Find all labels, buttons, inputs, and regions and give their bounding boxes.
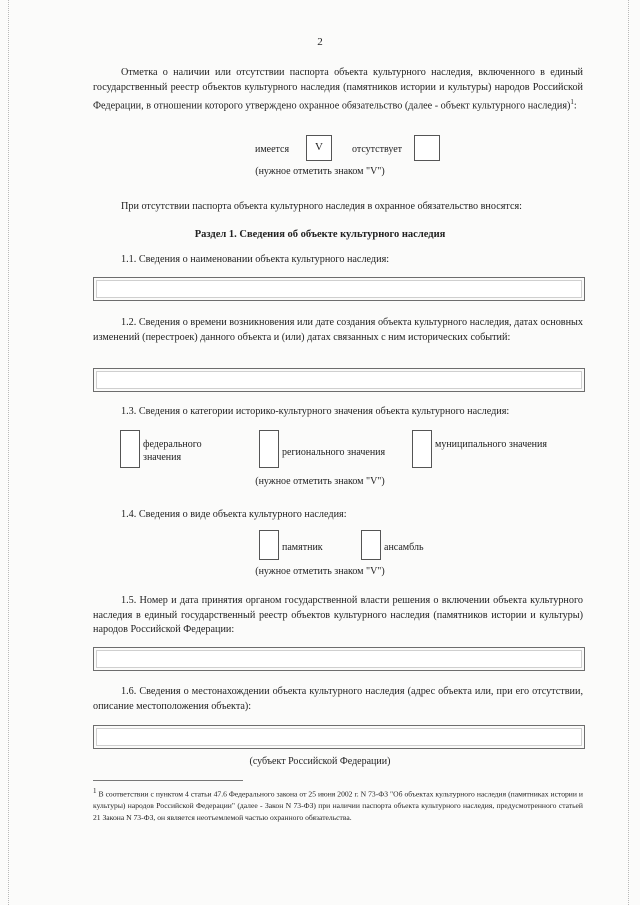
footnote-text: В соответствии с пунктом 4 статьи 47.6 Федерального закона от 25 июня 2002 г. N 73-ФЗ "Об объектах культурного наследия (памятниках истории и культуры) народов Российской Федерации" (далее - Закон N 73-ФЗ) при наличии паспорта объекта культурного наследия, предусмотренного статьей 21 Закона N 73-ФЗ, он является неотъемлемой частью охранного обязательства. [93, 789, 583, 822]
passport-absent-label: отсутствует [352, 144, 403, 155]
type-ensemble-label: ансамбль [384, 542, 424, 553]
location-field[interactable] [93, 725, 585, 749]
absence-note: При отсутствии паспорта объекта культурного наследия в охранное обязательство вносятся: [121, 201, 523, 212]
intro-colon: : [573, 100, 577, 112]
passport-hint: (нужное отметить знаком "V") [255, 166, 385, 177]
category-municipal-label: муниципального значения [435, 439, 547, 450]
category-regional-label: регионального значения [282, 447, 386, 458]
type-ensemble-checkbox[interactable] [361, 530, 381, 560]
item-location-label: 1.6. Сведения о местонахождении объекта культурного наследия (адрес объекта или, при его отсутствии, описание местоположения объекта): [93, 686, 583, 712]
registry-decision-field[interactable] [93, 647, 585, 671]
passport-present-label: имеется [255, 144, 290, 155]
page-number: 2 [317, 36, 323, 48]
item-time-label: 1.2. Сведения о времени возникновения или дате создания объекта культурного наследия, датах основных изменений (перестроек) данного объекта и (или) датах связанных с ним исторических событий: [93, 317, 583, 343]
location-caption: (субъект Российской Федерации) [249, 756, 391, 767]
object-name-field[interactable] [93, 277, 585, 301]
footnote [93, 786, 583, 823]
item-name-label: 1.1. Сведения о наименовании объекта культурного наследия: [121, 254, 390, 265]
item-category-label: 1.3. Сведения о категории историко-культурного значения объекта культурного наследия: [121, 406, 510, 417]
type-monument-label: памятник [282, 542, 323, 553]
category-regional-checkbox[interactable] [259, 430, 279, 468]
category-hint: (нужное отметить знаком "V") [255, 476, 385, 487]
category-federal-checkbox[interactable] [120, 430, 140, 468]
object-time-field[interactable] [93, 368, 585, 392]
intro-text: Отметка о наличии или отсутствии паспорта объекта культурного наследия, включенного в единый государственный реестр объектов культурного наследия (памятников истории и культуры) народов Российской Федерации, в отношении которого утверждено охранное обязательство (далее - объект культурного наследия) [93, 67, 583, 112]
footnote-ref: 1 [570, 98, 574, 106]
category-federal-label: федерального значения [143, 439, 202, 463]
category-municipal-checkbox[interactable] [412, 430, 432, 468]
type-monument-checkbox[interactable] [259, 530, 279, 560]
right-margin-line [628, 0, 630, 905]
footnote-divider [93, 780, 243, 781]
item-registry-label: 1.5. Номер и дата принятия органом государственной власти решения о включении объекта культурного наследия в единый государственный реестр объектов культурного наследия (памятников истории и культуры) народов Российской Федерации: [93, 595, 583, 635]
passport-present-checkbox[interactable]: V [306, 135, 332, 161]
type-hint: (нужное отметить знаком "V") [255, 566, 385, 577]
intro-paragraph [93, 66, 583, 114]
footnote-mark: 1 [93, 787, 97, 795]
section-title: Раздел 1. Сведения об объекте культурного наследия [194, 229, 446, 240]
item-type-label: 1.4. Сведения о виде объекта культурного наследия: [121, 509, 347, 520]
passport-absent-checkbox[interactable] [414, 135, 440, 161]
left-margin-line [8, 0, 10, 905]
